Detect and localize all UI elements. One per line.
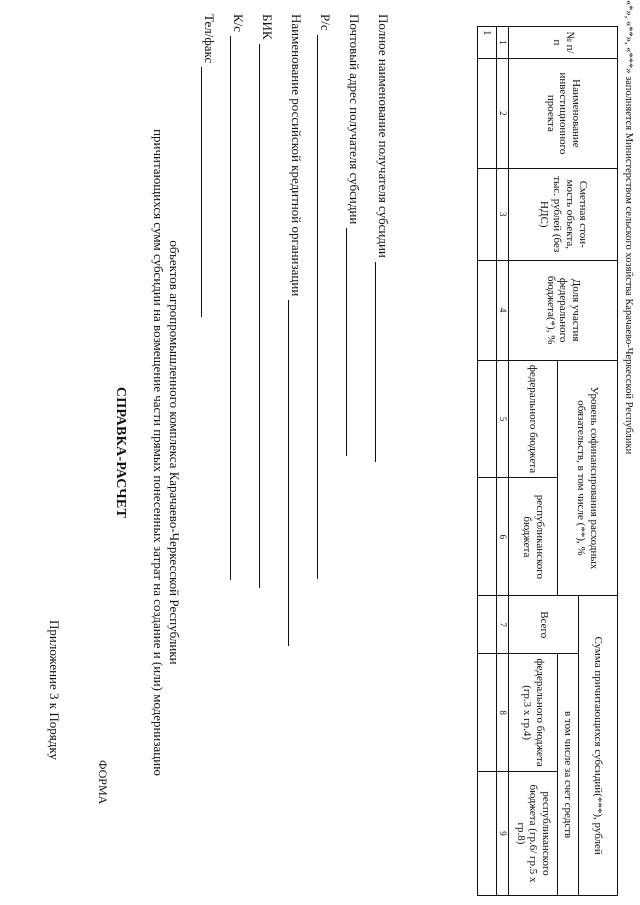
field-bik-line[interactable] bbox=[259, 44, 274, 588]
field-bank-name bbox=[288, 14, 317, 774]
field-bik-label: БИК bbox=[260, 14, 275, 40]
data-cell[interactable] bbox=[478, 654, 497, 772]
recipient-fields bbox=[201, 14, 404, 774]
column-number: 5 bbox=[497, 360, 509, 478]
data-cell[interactable] bbox=[478, 596, 497, 654]
header-subsidy-sum: Сумма причитающихся субсидий(***), рублей bbox=[579, 596, 618, 896]
header-sum-federal: федерального бюджета (гр.3 х гр.4) bbox=[509, 654, 558, 772]
field-bik bbox=[259, 14, 288, 774]
document-subtitle-line2: объектов агропромышленного комплекса Карачаево-Черкесской Республики bbox=[167, 240, 182, 665]
header-level-republican: республиканского бюджета bbox=[509, 478, 558, 596]
column-number: 4 bbox=[497, 260, 509, 360]
data-cell[interactable] bbox=[478, 260, 497, 360]
header-level-federal: федерального бюджета bbox=[509, 360, 558, 478]
data-cell[interactable] bbox=[478, 772, 497, 896]
footnote: «*», «**», «***» заполняется Министерством сельского хозяйства Карачаево-Черкесской Республики bbox=[623, 0, 634, 455]
field-phone-fax bbox=[201, 14, 230, 774]
header-project-name: Наименование инвестиционного проекта bbox=[509, 58, 618, 168]
data-cell[interactable] bbox=[478, 58, 497, 168]
data-cell[interactable] bbox=[478, 478, 497, 596]
header-sum-republican: республиканского бюджета (гр.6/ гр.5 х гр.8) bbox=[509, 772, 558, 896]
header-cofinancing-level: Уровень софинансирования расходных обязательств, в том числе (**), % bbox=[558, 360, 618, 596]
field-corr-account-line[interactable] bbox=[230, 36, 245, 580]
field-full-name-label: Полное наименование получателя субсидии bbox=[376, 14, 391, 258]
column-number: 1 bbox=[497, 27, 509, 59]
column-number: 9 bbox=[497, 772, 509, 896]
data-cell[interactable] bbox=[478, 168, 497, 260]
data-cell[interactable] bbox=[478, 360, 497, 478]
document-subtitle-line1: причитающихся сумм субсидии на возмещение части прямых понесенных затрат на создание и (или) модернизацию bbox=[151, 129, 166, 776]
field-bank-name-line[interactable] bbox=[288, 300, 303, 646]
subsidy-calculation-table bbox=[477, 26, 618, 896]
field-full-name bbox=[375, 14, 404, 774]
table-row bbox=[478, 27, 497, 896]
header-sum-total: Всего bbox=[509, 596, 579, 654]
field-account bbox=[317, 14, 346, 774]
document-title: СПРАВКА-РАСЧЕТ bbox=[113, 386, 128, 519]
field-corr-account bbox=[230, 14, 259, 774]
field-bank-name-label: Наименование российской кредитной организации bbox=[289, 14, 304, 297]
column-number: 7 bbox=[497, 596, 509, 654]
field-postal-address-line[interactable] bbox=[346, 228, 361, 456]
column-number: 2 bbox=[497, 58, 509, 168]
field-phone-fax-line[interactable] bbox=[201, 67, 216, 317]
field-full-name-line[interactable] bbox=[375, 262, 390, 462]
header-num: № п/п bbox=[509, 27, 618, 59]
column-number: 3 bbox=[497, 168, 509, 260]
appendix-label: Приложение 3 к Порядку bbox=[47, 620, 62, 760]
row-num-cell: 1 bbox=[478, 27, 497, 59]
field-postal-address-label: Почтовый адрес получателя субсидии bbox=[347, 14, 362, 225]
field-account-label: Р/с bbox=[318, 14, 333, 31]
column-numbers-row bbox=[497, 27, 509, 896]
form-label: ФОРМА bbox=[96, 760, 110, 805]
header-sum-including: в том числе за счет средств bbox=[558, 654, 579, 896]
column-number: 8 bbox=[497, 654, 509, 772]
field-corr-account-label: К/с bbox=[231, 14, 246, 33]
column-number: 6 bbox=[497, 478, 509, 596]
field-phone-fax-label: Тел/факс bbox=[202, 14, 217, 64]
header-estimated-cost: Сметная стои-мость объекта, тыс. рублей (без НДС) bbox=[509, 168, 618, 260]
header-federal-share: Доля участия федерального бюджета(*), % bbox=[509, 260, 618, 360]
field-account-line[interactable] bbox=[317, 35, 332, 579]
field-postal-address bbox=[346, 14, 375, 774]
